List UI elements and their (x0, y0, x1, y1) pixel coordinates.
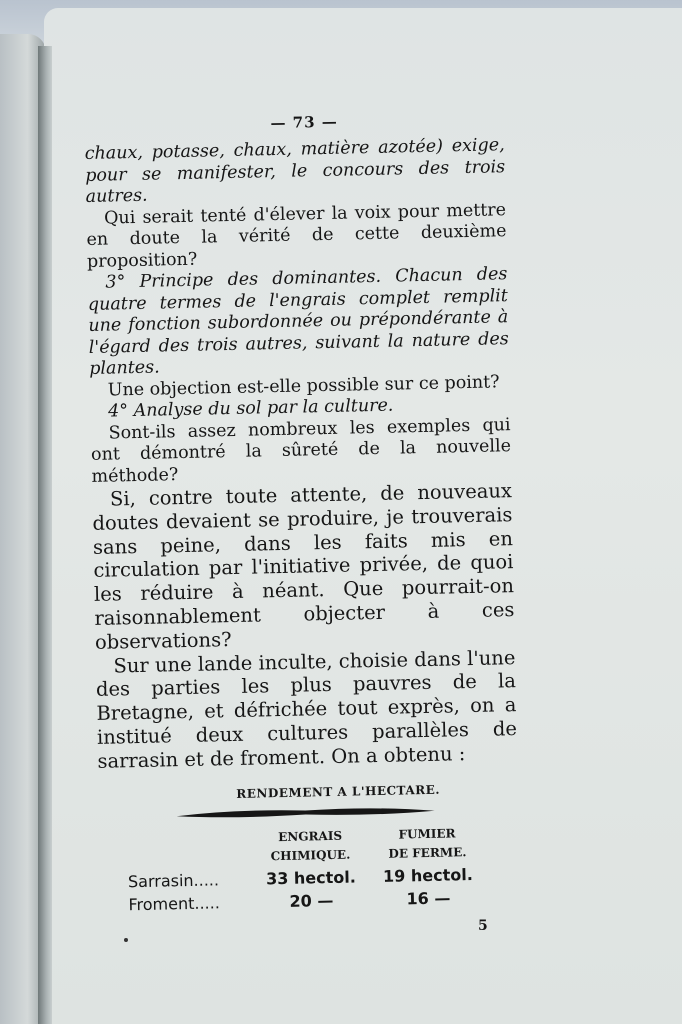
row-label: Froment..... (128, 892, 220, 914)
col-chemical-head-line1: ENGRAIS (277, 828, 343, 844)
col-manure-header (371, 823, 484, 863)
ink-speck (124, 938, 128, 942)
ornamental-rule (174, 802, 436, 821)
paragraph-2: Qui serait tenté d'élever la voix pour mettre en doute la vérité de cette deuxième proposition? (86, 199, 507, 272)
page-text (84, 109, 521, 915)
table-header (249, 823, 520, 867)
manure-value: 19 hectol. (382, 864, 473, 886)
paragraph-3: 3° Principe des dominantes. Chacun des quatre termes de l'engrais complet remplit une fonction subordonnée ou prépondérante à l'égard des trois autres, suivant la nature des plantes. (87, 264, 509, 379)
book-gutter (38, 46, 52, 1024)
col-manure-head-line2: DE FERME. (388, 844, 467, 861)
col-chemical-header (249, 826, 372, 867)
table-title: RENDEMENT A L'HECTARE. (236, 782, 441, 801)
chemical-value: 33 hectol. (265, 867, 357, 888)
col-manure-head-line1: FUMIER (398, 825, 456, 842)
row-label: Sarrasin..... (127, 869, 220, 891)
paragraph-7: Si, contre toute attente, de nouveaux doutes devaient se produire, je trouverais sans peine, dans les faits mis en circulation par l'initiative privée, de quoi les réduire à néant. Que pourrait-on raisonnablement objecter à ces observations? (92, 479, 515, 654)
paragraph-5: 4° Analyse du sol par la culture. (107, 395, 394, 422)
paragraph-8: Sur une lande inculte, choisie dans l'une des parties les plus pauvres de la Bretagne, et défrichée tout exprès, on a institué deux cultures parallèles de sarrasin et de froment. On a obtenu : (95, 645, 518, 773)
paragraph-4: Une objection est-elle possible sur ce point? (107, 371, 500, 401)
manure-value: 16 — (406, 888, 451, 908)
page-number: — 73 — (270, 112, 338, 133)
signature-mark: 5 (478, 918, 488, 934)
chemical-value: 20 — (289, 890, 334, 911)
paragraph-6: Sont-ils assez nombreux les exemples qui ont démontré la sûreté de la nouvelle méthode? (90, 414, 512, 487)
paragraph-1: chaux, potasse, chaux, matière azotée) exige, pour se manifester, le concours des trois autres. (84, 135, 506, 207)
col-chemical-head-line2: CHIMIQUE. (270, 847, 351, 863)
